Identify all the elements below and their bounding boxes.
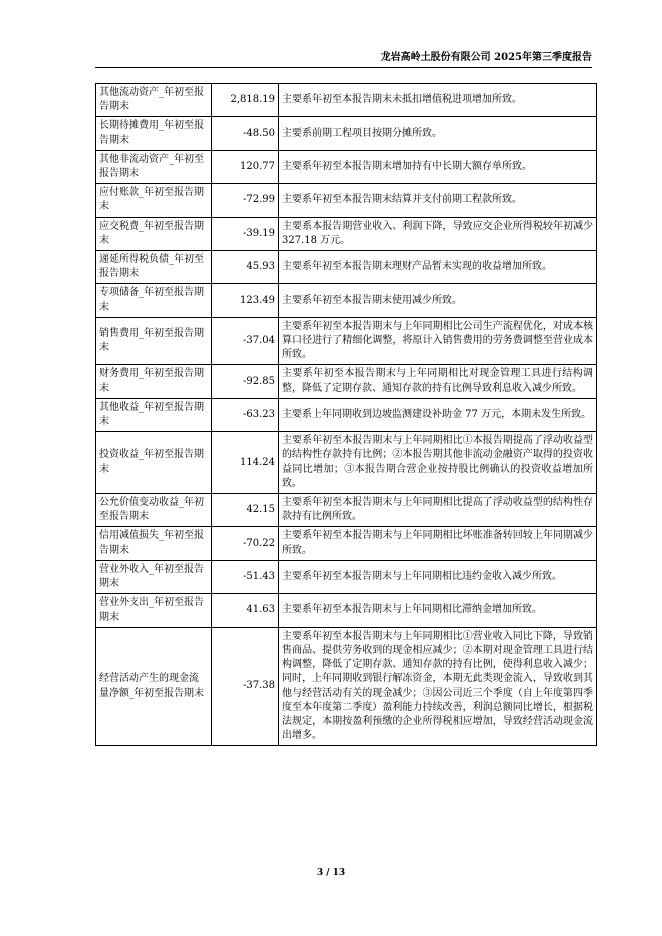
row-change-pct: -51.43 [212, 560, 279, 593]
row-change-pct: 45.93 [212, 251, 279, 284]
row-reason: 主要系年初至本报告期末与上年同期相比①营业收入同比下降，导致销售商品、提供劳务收到的现金相应减少；②本期对现金管理工具进行结构调整，降低了定期存款、通知存款的持有比例，使得利息收入减少；同时，上年同期收到银行解冻资金，本期无此类现金流入，导致收到其他与经营活动有关的现金减少；③因公司近三个季度（自上年度第四季度至本年度第二季度）盈利能力持续改善，利润总额同比增长，根据税法规定，本期按盈利预缴的企业所得税相应增加，导致经营活动现金流出增多。 [279, 627, 597, 746]
row-reason: 主要系年初至本报告期末与上年同期相比对现金管理工具进行结构调整，降低了定期存款、通知存款的持有比例导致利息收入减少所致。 [279, 365, 597, 398]
row-reason: 主要系年初至本报告期末与上年同期相比坏账准备转回较上年同期减少所致。 [279, 527, 597, 560]
row-change-pct: -48.50 [212, 117, 279, 150]
row-change-pct: 114.24 [212, 432, 279, 494]
row-item-name: 递延所得税负债_年初至报告期末 [96, 251, 212, 284]
row-item-name: 其他非流动资产_年初至报告期末 [96, 150, 212, 183]
row-change-pct: 123.49 [212, 284, 279, 317]
table-row [96, 84, 597, 117]
table-row [96, 217, 597, 250]
table-row [96, 317, 597, 365]
row-item-name: 销售费用_年初至报告期末 [96, 317, 212, 365]
row-item-name: 财务费用_年初至报告期末 [96, 365, 212, 398]
row-reason: 主要系年初至本报告期末与上年同期相比滞纳金增加所致。 [279, 594, 597, 627]
row-change-pct: -37.04 [212, 317, 279, 365]
row-reason: 主要系年初至本报告期末与上年同期相比违约金收入减少所致。 [279, 560, 597, 593]
row-reason: 主要系年初至本报告期末未抵扣增值税进项增加所致。 [279, 84, 597, 117]
table-row [96, 432, 597, 494]
row-change-pct: -72.99 [212, 184, 279, 217]
row-change-pct: -63.23 [212, 398, 279, 431]
row-item-name: 专项储备_年初至报告期末 [96, 284, 212, 317]
row-item-name: 经营活动产生的现金流量净额_年初至报告期末 [96, 627, 212, 746]
table-row [96, 284, 597, 317]
header-rule [95, 67, 592, 68]
row-item-name: 应付账款_年初至报告期末 [96, 184, 212, 217]
report-header: 龙岩高岭土股份有限公司 2025年第三季度报告 [380, 52, 592, 63]
page-number: 3 / 13 [316, 868, 346, 878]
table-row [96, 150, 597, 183]
row-item-name: 营业外收入_年初至报告期末 [96, 560, 212, 593]
row-reason: 主要系年初至本报告期末结算并支付前期工程款所致。 [279, 184, 597, 217]
table-row [96, 560, 597, 593]
row-reason: 主要系年初至本报告期末与上年同期相比提高了浮动收益型的结构性存款持有比例所致。 [279, 494, 597, 527]
row-reason: 主要系前期工程项目按期分摊所致。 [279, 117, 597, 150]
table-row [96, 251, 597, 284]
row-item-name: 其他收益_年初至报告期末 [96, 398, 212, 431]
row-change-pct: 120.77 [212, 150, 279, 183]
table-row [96, 117, 597, 150]
row-reason: 主要系年初至本报告期末使用减少所致。 [279, 284, 597, 317]
changes-table [95, 83, 597, 746]
row-change-pct: 41.63 [212, 594, 279, 627]
row-change-pct: -37.38 [212, 627, 279, 746]
table-row [96, 594, 597, 627]
row-reason: 主要系上年同期收到边坡监测建设补助金 77 万元，本期未发生所致。 [279, 398, 597, 431]
row-item-name: 应交税费_年初至报告期末 [96, 217, 212, 250]
changes-table-body [96, 84, 597, 746]
row-reason: 主要系年初至本报告期末理财产品暂未实现的收益增加所致。 [279, 251, 597, 284]
row-change-pct: 42.15 [212, 494, 279, 527]
row-reason: 主要系年初至本报告期末与上年同期相比公司生产流程优化，对成本核算口径进行了精细化调整，将原计入销售费用的劳务费调整至营业成本所致。 [279, 317, 597, 365]
row-item-name: 信用减值损失_年初至报告期末 [96, 527, 212, 560]
row-item-name: 长期待摊费用_年初至报告期末 [96, 117, 212, 150]
row-item-name: 其他流动资产_年初至报告期末 [96, 84, 212, 117]
row-change-pct: -70.22 [212, 527, 279, 560]
row-reason: 主要系年初至本报告期末与上年同期相比①本报告期提高了浮动收益型的结构性存款持有比例；②本报告期其他非流动金融资产取得的投资收益同比增加；③本报告期合营企业按持股比例确认的投资收益增加所致。 [279, 432, 597, 494]
table-row [96, 184, 597, 217]
table-row [96, 365, 597, 398]
row-change-pct: -92.85 [212, 365, 279, 398]
row-change-pct: -39.19 [212, 217, 279, 250]
row-change-pct: 2,818.19 [212, 84, 279, 117]
row-item-name: 投资收益_年初至报告期末 [96, 432, 212, 494]
table-row [96, 494, 597, 527]
table-row [96, 527, 597, 560]
row-item-name: 营业外支出_年初至报告期末 [96, 594, 212, 627]
row-reason: 主要系本报告期营业收入、利润下降，导致应交企业所得税较年初减少 327.18 万元。 [279, 217, 597, 250]
table-row [96, 398, 597, 431]
row-reason: 主要系年初至本报告期末增加持有中长期大额存单所致。 [279, 150, 597, 183]
row-item-name: 公允价值变动收益_年初至报告期末 [96, 494, 212, 527]
table-row [96, 627, 597, 746]
